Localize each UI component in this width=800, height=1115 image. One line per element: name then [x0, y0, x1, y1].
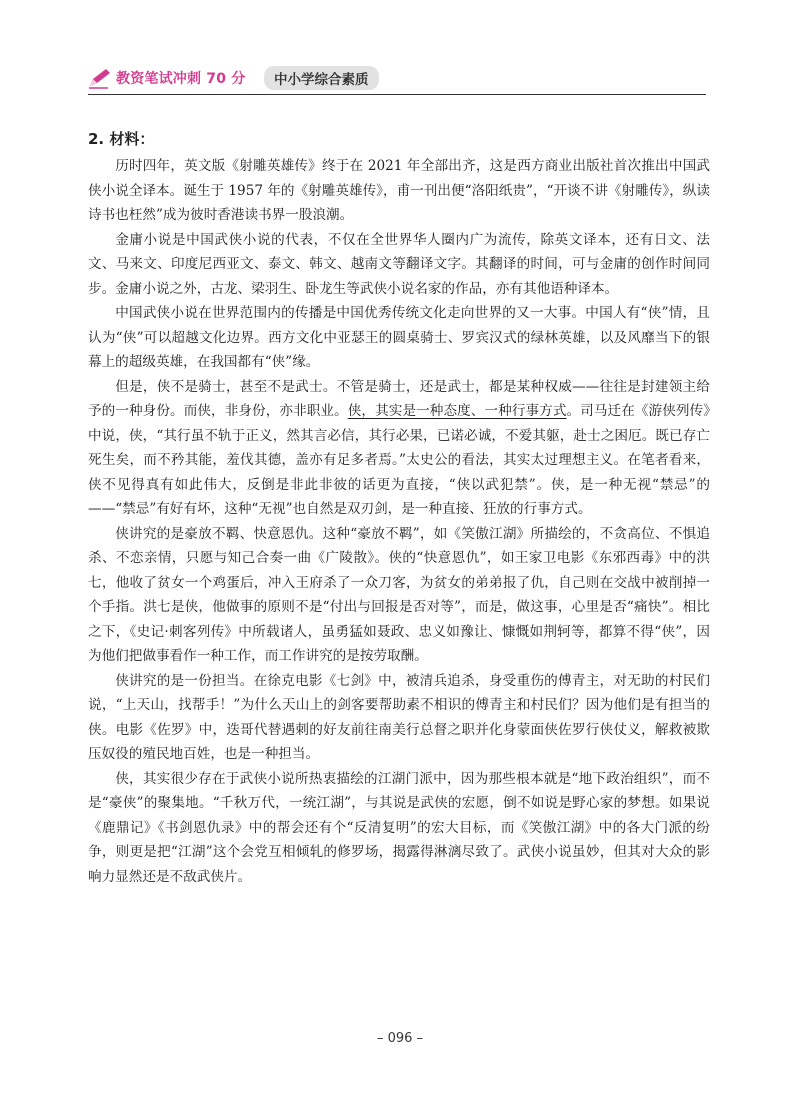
article-body	[88, 154, 710, 889]
subject-badge: 中小学综合素质	[264, 66, 379, 90]
underlined-key-sentence: 侠，其实是一种态度、一种行事方式	[347, 403, 567, 419]
paragraph: 金庸小说是中国武侠小说的代表，不仅在全世界华人圈内广为流传，除英文译本，还有日文、法文、马来文、印度尼西亚文、泰文、韩文、越南文等翻译文字。其翻译的时间，可与金庸的创作时间同步。金庸小说之外，古龙、梁羽生、卧龙生等武侠小说名家的作品，亦有其他语种译本。	[88, 231, 710, 297]
paragraph: 中国武侠小说在世界范围内的传播是中国优秀传统文化走向世界的又一大事。中国人有“侠”情，且认为“侠”可以超越文化边界。西方文化中亚瑟王的圆桌骑士、罗宾汉式的绿林英雄，以及风靡当下的银幕上的超级英雄，在我国都有“侠”缘。	[88, 305, 710, 370]
header-title: 教资笔试冲刺 70 分	[116, 71, 246, 87]
paragraph: 侠讲究的是豪放不羁、快意恩仇。这种“豪放不羁”，如《笑傲江湖》所描绘的，不贪高位、不惧追杀、不恋亲情，只愿与知己合奏一曲《广陵散》。侠的“快意恩仇”，如王家卫电影《东邪西毒》中的洪七，他收了贫女一个鸡蛋后，冲入王府杀了一众刀客，为贫女的弟弟报了仇，自己则在交战中被削掉一个手指。洪七是侠，他做事的原则不是“付出与回报是否对等”，而是，做这事，心里是否“痛快”。相比之下，《史记·刺客列传》中所载诸人，虽勇猛如聂政、忠义如豫让、慷慨如荆轲等，都算不得“侠”，因为他们把做事看作一种工作，而工作讲究的是按劳取酬。	[88, 525, 710, 664]
paragraph: 侠，其实很少存在于武侠小说所热衷描绘的江湖门派中，因为那些根本就是“地下政治组织”，而不是“豪侠”的聚集地。“千秋万代，一统江湖”，与其说是武侠的宏愿，倒不如说是野心家的梦想。如果说《鹿鼎记》《书剑恩仇录》中的帮会还有个“反清复明”的宏大目标，而《笑傲江湖》中的各大门派的纷争，则更是把“江湖”这个会党互相倾轧的修罗场，揭露得淋漓尽致了。武侠小说虽妙，但其对大众的影响力显然还是不敌武侠片。	[88, 770, 710, 885]
section-heading: 2. 材料：	[88, 130, 155, 148]
paragraph-text: 。司马迁在《游侠列传》中说，侠，“其行虽不轨于正义，然其言必信，其行必果，已诺必诚，不爱其躯，赴士之困厄。既已存亡死生矣，而不矜其能，羞伐其德，盖亦有足多者焉。”太史公的看法，其实太过理想主义。在笔者看来，侠不见得真有如此伟大，反倒是非此非彼的话更为直接，“侠以武犯禁”。侠，是一种无视“禁忌”的——“禁忌”有好有坏，这种“无视”也自然是双刃剑，是一种直接、狂放的行事方式。	[88, 403, 711, 517]
paragraph: 侠讲究的是一份担当。在徐克电影《七剑》中，被清兵追杀，身受重伤的傅青主，对无助的村民们说，“上天山，找帮手！”为什么天山上的剑客要帮助素不相识的傅青主和村民们？因为他们是有担当的侠。电影《佐罗》中，迭哥代替遇刺的好友前往南美行总督之职并化身蒙面侠佐罗行侠仗义，解救被欺压奴役的殖民地百姓，也是一种担当。	[88, 672, 710, 762]
page-header	[88, 64, 706, 95]
paragraph	[88, 375, 710, 522]
paragraph: 历时四年，英文版《射雕英雄传》终于在 2021 年全部出齐，这是西方商业出版社首次推出中国武侠小说全译本。诞生于 1957 年的《射雕英雄传》，甫一刊出便“洛阳纸贵”，“开谈不讲《射雕传》，纵读诗书也枉然”成为彼时香港读书界一股浪潮。	[88, 158, 710, 223]
paragraph-text: 但是，侠不是骑士，甚至不是武士。不管是骑士，还是武士，都是某种权威——往往是封建领主给予的一种身份。而侠，非身份，亦非职业。	[88, 378, 710, 419]
page-number: – 096 –	[376, 1031, 424, 1046]
pencil-icon	[88, 67, 112, 93]
